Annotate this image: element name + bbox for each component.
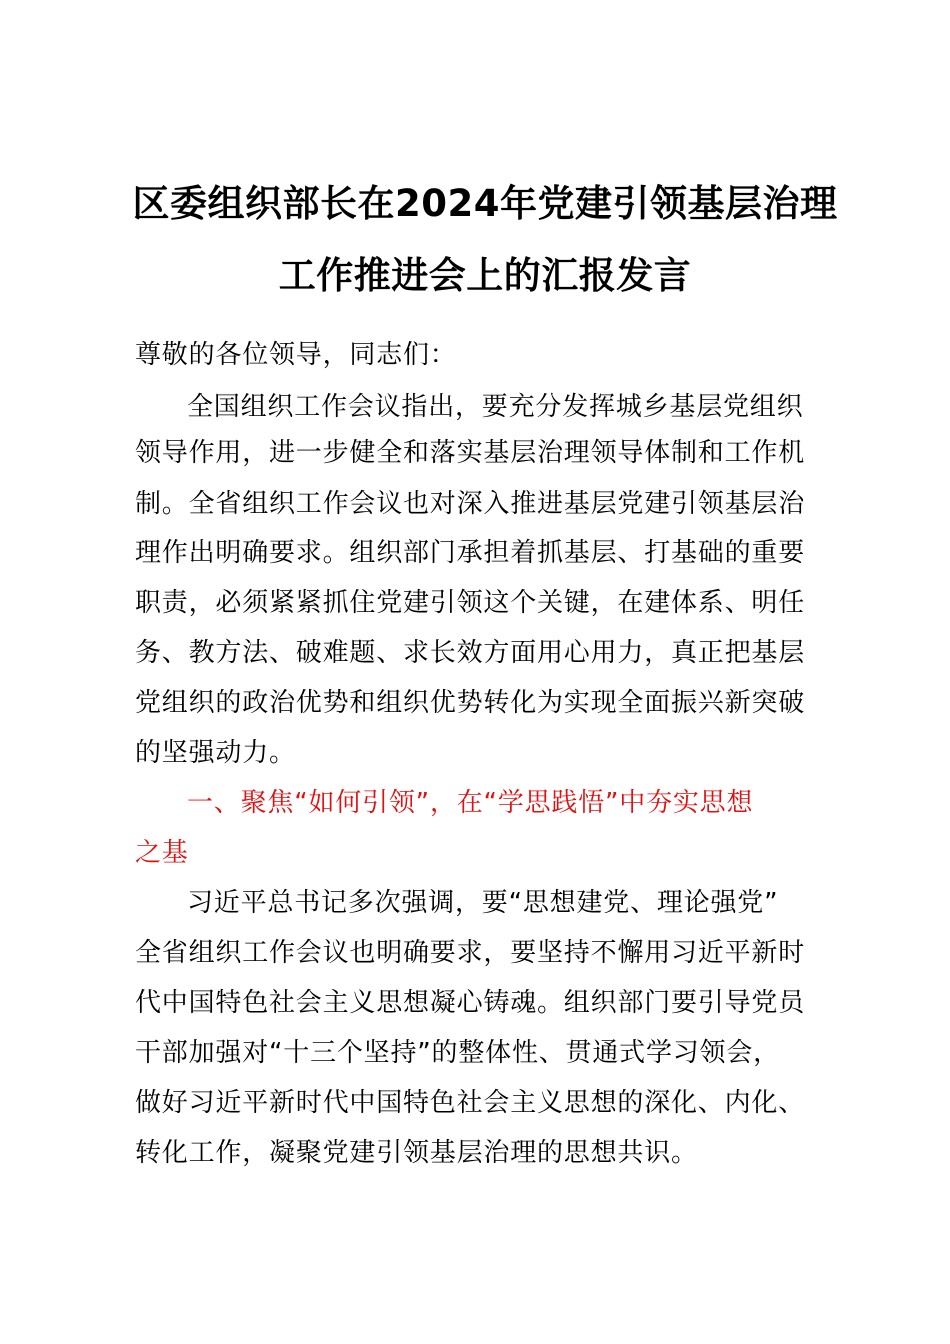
document-title-line1: 区委组织部长在2024年党建引领基层治理: [132, 182, 838, 225]
paragraph1-line: 职责，必须紧紧抓住党建引领这个关键，在建体系、明任: [135, 588, 806, 618]
paragraph1-line: 务、教方法、破难题、求长效方面用心用力，真正把基层: [135, 638, 806, 668]
salutation: 尊敬的各位领导，同志们：: [135, 340, 457, 370]
paragraph2-line: 全省组织工作会议也明确要求，要坚持不懈用习近平新时: [135, 938, 806, 968]
section-heading-line: 之基: [135, 838, 189, 868]
paragraph1-line: 的坚强动力。: [135, 738, 296, 768]
paragraph2-line: 习近平总书记多次强调，要“思想建党、理论强党”: [187, 888, 779, 918]
paragraph1-line: 理作出明确要求。组织部门承担着抓基层、打基础的重要: [135, 538, 806, 568]
paragraph2-line: 代中国特色社会主义思想凝心铸魂。组织部门要引导党员: [135, 988, 806, 1018]
paragraph1-line: 党组织的政治优势和组织优势转化为实现全面振兴新突破: [135, 688, 806, 718]
paragraph2-line: 做好习近平新时代中国特色社会主义思想的深化、内化、: [135, 1088, 806, 1118]
section-heading-line: 一、聚焦“如何引领”，在“学思践悟”中夯实思想: [187, 788, 754, 818]
paragraph1-line: 领导作用，进一步健全和落实基层治理领导体制和工作机: [135, 438, 806, 468]
paragraph2-line: 转化工作，凝聚党建引领基层治理的思想共识。: [135, 1138, 698, 1168]
document-title-line2: 工作推进会上的汇报发言: [278, 254, 692, 297]
paragraph2-line: 干部加强对“十三个坚持”的整体性、贯通式学习领会，: [135, 1038, 780, 1068]
paragraph1-line: 全国组织工作会议指出，要充分发挥城乡基层党组织: [187, 392, 804, 422]
paragraph1-line: 制。全省组织工作会议也对深入推进基层党建引领基层治: [135, 489, 806, 519]
